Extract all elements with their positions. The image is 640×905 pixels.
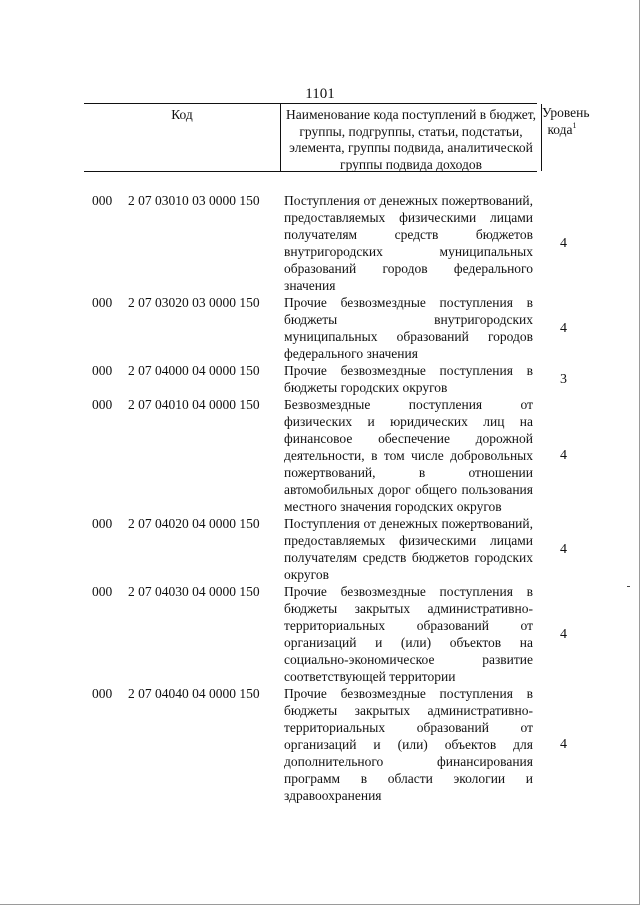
income-name: Поступления от денежных пожертвований, предоставляемых физическими лицами получателям средств бюджетов внутригородских муниципальных образований городов федерального значения	[284, 193, 533, 293]
header-level-footnote: 1	[572, 121, 577, 130]
table-row	[0, 362, 640, 396]
admin-code: 000	[92, 584, 113, 599]
header-code: Код	[171, 107, 193, 122]
code-level: 4	[560, 320, 567, 336]
income-code: 2 07 04010 04 0000 150	[128, 397, 260, 412]
income-code: 2 07 03020 03 0000 150	[128, 295, 260, 310]
table-row	[0, 515, 640, 583]
page-number: 1101	[305, 86, 335, 102]
income-name: Прочие безвозмездные поступления в бюджеты внутригородских муниципальных образований городов федерального значения	[284, 295, 533, 361]
table-row	[0, 583, 640, 685]
table-header	[84, 103, 590, 172]
admin-code: 000	[92, 516, 113, 531]
code-level: 4	[560, 626, 567, 642]
income-code: 2 07 04000 04 0000 150	[128, 363, 260, 378]
income-name: Прочие безвозмездные поступления в бюджеты городских округов	[284, 363, 533, 395]
code-level: 4	[560, 448, 567, 463]
admin-code: 000	[92, 193, 113, 208]
income-name: Прочие безвозмездные поступления в бюджеты закрытых административно-территориальных образований от организаций и (или) объектов для дополнительного финансирования программ в области экологии и здравоохранения	[284, 686, 533, 803]
income-name: Прочие безвозмездные поступления в бюджеты закрытых административно-территориальных образований от организаций и (или) объектов на социально-экономическое развитие соответствующей территории	[284, 584, 533, 684]
header-name: Наименование кода поступлений в бюджет, группы, подгруппы, статьи, подстатьи, элемента, группы подвида, аналитической группы подвида доходов	[280, 104, 542, 171]
table-row	[0, 294, 640, 362]
table-row	[0, 685, 640, 804]
header-level-label: Уровень кода	[542, 105, 590, 137]
admin-code: 000	[92, 686, 113, 701]
admin-code: 000	[92, 397, 113, 412]
table-body	[0, 192, 640, 804]
table-row	[0, 192, 640, 294]
income-name: Безвозмездные поступления от физических и юридических лиц на финансовое обеспечение дорожной деятельности, в том числе добровольных пожертвований, в отношении автомобильных дорог общего пользования местного значения городских округов	[284, 397, 533, 514]
header-level	[542, 104, 590, 171]
code-level: 4	[560, 737, 567, 752]
income-code: 2 07 04030 04 0000 150	[128, 584, 260, 599]
income-code: 2 07 03010 03 0000 150	[128, 193, 260, 208]
admin-code: 000	[92, 295, 113, 310]
code-level: 4	[560, 541, 567, 557]
margin-mark	[627, 586, 630, 587]
table-row	[0, 396, 640, 515]
income-code: 2 07 04020 04 0000 150	[128, 516, 260, 531]
admin-code: 000	[92, 363, 113, 378]
income-code: 2 07 04040 04 0000 150	[128, 686, 260, 701]
code-level: 4	[560, 235, 567, 251]
code-level: 3	[560, 371, 567, 387]
income-name: Поступления от денежных пожертвований, предоставляемых физическими лицами получателям средств бюджетов городских округов	[284, 516, 533, 582]
